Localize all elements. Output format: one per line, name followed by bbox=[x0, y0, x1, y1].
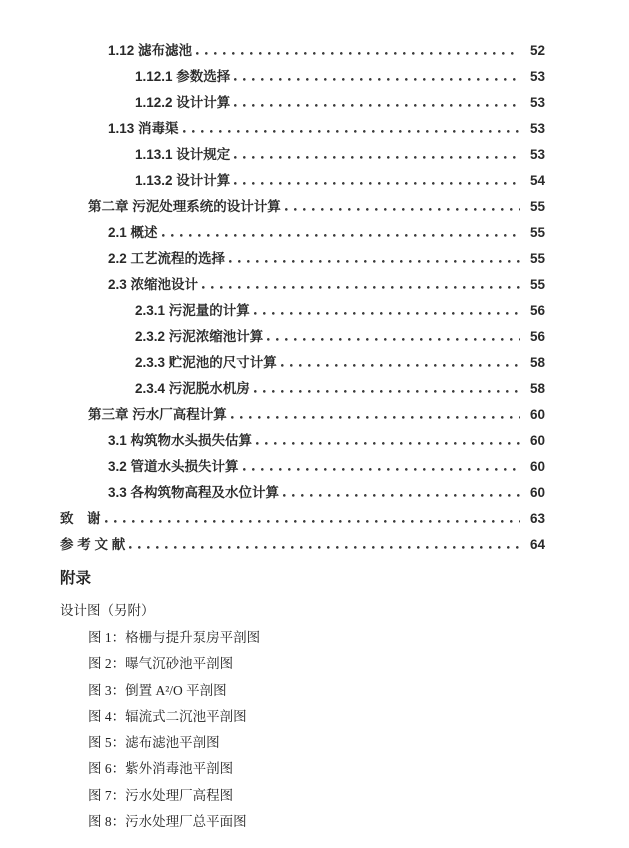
toc-entry bbox=[135, 298, 545, 324]
appendix-section bbox=[60, 568, 545, 835]
toc-entry bbox=[108, 220, 545, 246]
figure-list-item: 图 2：曝气沉砂池平剖图 bbox=[88, 656, 234, 672]
toc-entry-label: 3.1 构筑物水头损失估算 bbox=[108, 433, 253, 448]
toc-entry bbox=[135, 376, 545, 402]
toc-page-number: 56 bbox=[529, 303, 545, 318]
toc-entry bbox=[135, 350, 545, 376]
toc-leader-dots bbox=[234, 154, 520, 159]
toc-entry bbox=[108, 246, 545, 272]
toc-page-number: 60 bbox=[529, 485, 545, 500]
toc-page-number: 55 bbox=[529, 199, 545, 214]
toc-entry bbox=[108, 116, 545, 142]
design-drawings-label: 设计图（另附） bbox=[60, 603, 155, 618]
figure-list-item: 图 4：辐流式二沉池平剖图 bbox=[88, 708, 247, 724]
toc-page-number: 55 bbox=[529, 251, 545, 266]
toc-entry-label: 参 考 文 献 bbox=[60, 537, 126, 552]
toc-entry bbox=[108, 454, 545, 480]
toc-leader-dots bbox=[202, 284, 520, 289]
toc-page-number: 56 bbox=[529, 329, 545, 344]
toc-leader-dots bbox=[234, 76, 520, 81]
figure-list-item: 图 8：污水处理厂总平面图 bbox=[88, 814, 247, 830]
toc-leader-dots bbox=[129, 544, 520, 549]
toc-entry bbox=[135, 64, 545, 90]
toc-entry-label: 2.3.2 污泥浓缩池计算 bbox=[135, 329, 264, 344]
toc-entry-label: 1.13.2 设计计算 bbox=[135, 173, 231, 188]
toc-leader-dots bbox=[256, 440, 520, 445]
toc-entry bbox=[135, 142, 545, 168]
toc-page-number: 60 bbox=[529, 407, 545, 422]
toc-entry-label: 第三章 污水厂高程计算 bbox=[88, 407, 227, 422]
toc-entry-label: 1.13.1 设计规定 bbox=[135, 147, 231, 162]
toc-entry bbox=[108, 272, 545, 298]
toc-page-number: 54 bbox=[529, 173, 545, 188]
toc-page-number: 60 bbox=[529, 459, 545, 474]
toc-leader-dots bbox=[234, 102, 520, 107]
toc-entry bbox=[135, 168, 545, 194]
toc-entry bbox=[88, 194, 545, 220]
toc-page-number: 53 bbox=[529, 69, 545, 84]
toc-entry-label: 致 谢 bbox=[60, 511, 101, 526]
toc-entry-label: 1.12 滤布滤池 bbox=[108, 43, 193, 58]
toc-page-number: 55 bbox=[529, 225, 545, 240]
figure-list-item: 图 7：污水处理厂高程图 bbox=[88, 787, 234, 803]
appendix-heading: 附录 bbox=[60, 570, 92, 587]
toc-entry-label: 2.3 浓缩池设计 bbox=[108, 277, 199, 292]
toc-page-number: 53 bbox=[529, 121, 545, 136]
toc-leader-dots bbox=[254, 310, 520, 315]
toc-entry-label: 2.3.1 污泥量的计算 bbox=[135, 303, 250, 318]
toc-entry-label: 2.1 概述 bbox=[108, 225, 158, 240]
toc-entry bbox=[108, 480, 545, 506]
toc-leader-dots bbox=[196, 50, 520, 55]
figure-list-item: 图 3：倒置 A²/O 平剖图 bbox=[88, 682, 227, 698]
toc-leader-dots bbox=[162, 232, 520, 237]
figure-list-item: 图 1：格栅与提升泵房平剖图 bbox=[88, 630, 261, 645]
toc-page-number: 60 bbox=[529, 433, 545, 448]
toc-leader-dots bbox=[229, 258, 520, 263]
toc-leader-dots bbox=[234, 180, 520, 185]
toc-page-number: 64 bbox=[529, 537, 545, 552]
figure-list bbox=[60, 625, 545, 835]
toc-page-number: 52 bbox=[529, 43, 545, 58]
toc-entry bbox=[88, 402, 545, 428]
toc-leader-dots bbox=[243, 466, 520, 471]
toc-page-number: 63 bbox=[529, 511, 545, 526]
toc-entry-label: 1.13 消毒渠 bbox=[108, 121, 179, 136]
toc-entry-label: 2.2 工艺流程的选择 bbox=[108, 251, 226, 266]
toc-entry-label: 3.2 管道水头损失计算 bbox=[108, 459, 239, 474]
toc-entry bbox=[60, 532, 545, 558]
toc-page-number: 53 bbox=[529, 147, 545, 162]
toc-entry bbox=[135, 324, 545, 350]
toc-entry-label: 3.3 各构筑物高程及水位计算 bbox=[108, 485, 280, 500]
toc-entry-label: 2.3.4 污泥脱水机房 bbox=[135, 381, 250, 396]
toc-page-number: 58 bbox=[529, 355, 545, 370]
toc-entry bbox=[135, 90, 545, 116]
toc-leader-dots bbox=[267, 336, 520, 341]
toc-page-number: 53 bbox=[529, 95, 545, 110]
figure-list-item: 图 5：滤布滤池平剖图 bbox=[88, 735, 220, 751]
toc-leader-dots bbox=[231, 414, 520, 419]
figure-list-item: 图 6：紫外消毒池平剖图 bbox=[88, 761, 234, 777]
toc-entry bbox=[108, 428, 545, 454]
toc-page-number: 58 bbox=[529, 381, 545, 396]
toc-leader-dots bbox=[105, 518, 521, 523]
toc-leader-dots bbox=[281, 362, 520, 367]
toc-leader-dots bbox=[254, 388, 520, 393]
toc-leader-dots bbox=[183, 128, 520, 133]
toc-page-number: 55 bbox=[529, 277, 545, 292]
toc-leader-dots bbox=[283, 492, 520, 497]
toc-entry-label: 1.12.1 参数选择 bbox=[135, 69, 231, 84]
toc-entry-label: 1.12.2 设计计算 bbox=[135, 95, 231, 110]
toc-entry-label: 第二章 污泥处理系统的设计计算 bbox=[88, 199, 281, 214]
toc-entry bbox=[108, 38, 545, 64]
toc-leader-dots bbox=[285, 206, 520, 211]
toc-entry-label: 2.3.3 贮泥池的尺寸计算 bbox=[135, 355, 277, 370]
table-of-contents bbox=[60, 38, 545, 558]
toc-entry bbox=[60, 506, 545, 532]
